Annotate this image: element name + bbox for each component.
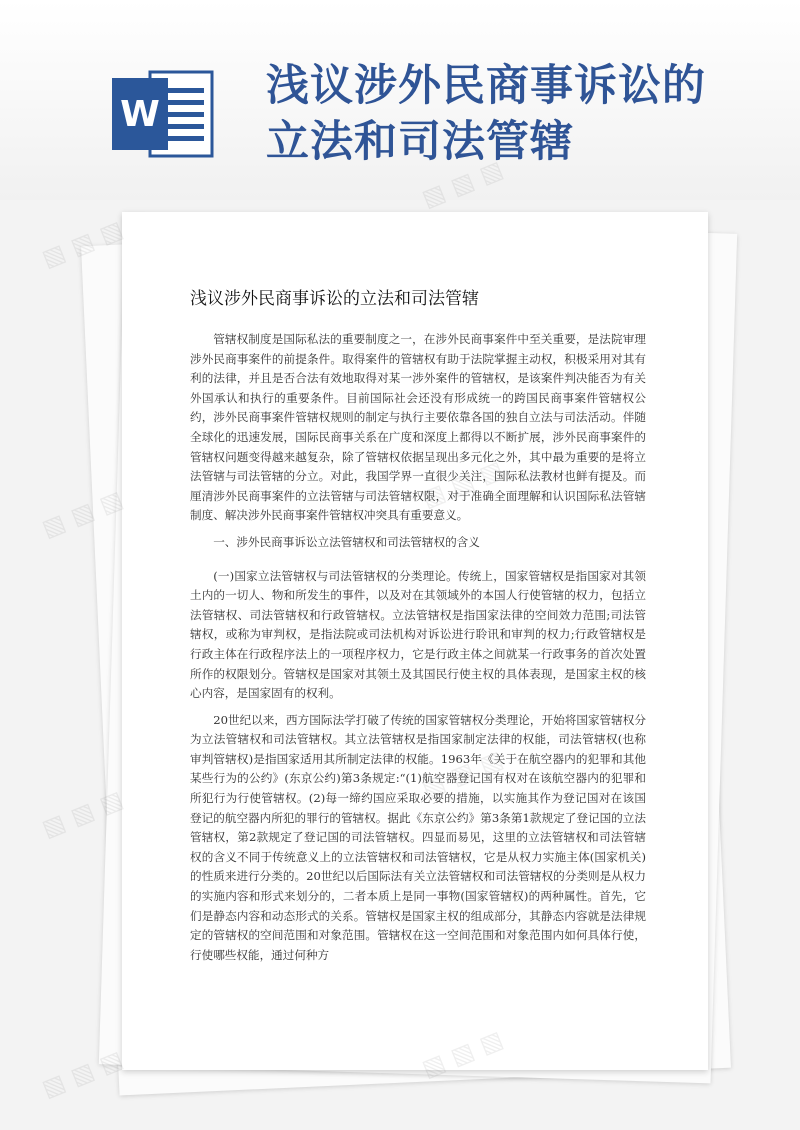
document-page	[122, 212, 708, 1070]
word-document-icon	[110, 68, 220, 160]
watermark-mark: ▧ ▧ ▧	[37, 485, 127, 543]
document-title: 浅议涉外民商事诉讼的立法和司法管辖	[190, 289, 479, 309]
watermark-mark: ▧ ▧ ▧	[37, 215, 127, 273]
banner-title-line2: 立法和司法管辖	[266, 117, 574, 167]
paragraph-classification: (一)国家立法管辖权与司法管辖权的分类理论。传统上，国家管辖权是指国家对其领土内的一切人、物和所发生的事件，以及对在其领域外的本国人行使管辖的权力，包括立法管辖权、司法管辖权和行政管辖权。立法管辖权是指国家法律的空间效力范围;司法管辖权，或称为审判权，是指法院或司法机构对诉讼进行聆讯和审判的权力;行政管辖权是行政主体在行政程序法上的一项程序权力，它是行政主体之间就某一行政事务的首次处置所作的权限划分。管辖权是国家对其领土及其国民行使主权的具体表现，是国家主权的核心内容，是国家固有的权利。	[190, 568, 646, 701]
paragraph-intro: 管辖权制度是国际私法的重要制度之一，在涉外民商事案件中至关重要，是法院审理涉外民商事案件的前提条件。取得案件的管辖权有助于法院掌握主动权，积极采用对其有利的法律，并且是否合法有效地取得对某一涉外案件的管辖权，是该案件判决能否为有关外国承认和执行的重要条件。目前国际社会还没有形成统一的跨国民商事案件管辖权公约，涉外民商事案件管辖权规则的制定与执行主要依靠各国的独自立法与司法活动。伴随全球化的迅速发展，国际民商事关系在广度和深度上都得以不断扩展，涉外民商事案件的管辖权问题变得越来越复杂，除了管辖权依据呈现出多元化之外，其中最为重要的是将立法管辖与司法管辖的分立。对此，我国学界一直很少关注，国际私法教材也鲜有提及。而厘清涉外民商事案件的立法管辖与司法管辖权限，对于准确全面理解和认识国际私法管辖制度、解决涉外民商事案件管辖权冲突具有重要意义。	[190, 332, 646, 523]
watermark-mark: ▧ ▧ ▧	[37, 785, 127, 843]
word-logo-letter: W	[120, 94, 160, 135]
section-heading: 一、涉外民商事诉讼立法管辖权和司法管辖权的含义	[213, 534, 480, 549]
banner-title	[266, 58, 766, 170]
banner-title-line1: 浅议涉外民商事诉讼的	[266, 61, 706, 111]
paragraph-twentieth-century: 20世纪以来，西方国际法学打破了传统的国家管辖权分类理论，开始将国家管辖权分为立法管辖权和司法管辖权。其立法管辖权是指国家制定法律的权能，司法管辖权(也称审判管辖权)是指国家适用其所制定法律的权能。1963年《关于在航空器内的犯罪和其他某些行为的公约》(东京公约)第3条规定:“(1)航空器登记国有权对在该航空器内的犯罪和所犯行为行使管辖权。(2)每一缔约国应采取必要的措施，以实施其作为登记国对在该国登记的航空器内所犯的罪行的管辖权。据此《东京公约》第3条第1款规定了登记国的立法管辖权，第2款规定了登记国的司法管辖权。四显而易见，这里的立法管辖权和司法管辖权的含义不同于传统意义上的立法管辖权和司法管辖权，它是从权力实施主体(国家机关)的性质来进行分类的。20世纪以后国际法有关立法管辖权和司法管辖权的分类则是从权力的实施内容和形式来划分的，二者本质上是同一事物(国家管辖权)的两种属性。首先，它们是静态内容和动态形式的关系。管辖权是国家主权的组成部分，其静态内容就是法律规定的管辖权的空间范围和对象范围。管辖权在这一空间范围和对象范围内如何具体行使，行使哪些权能，通过何种方	[190, 712, 646, 962]
document-body	[190, 330, 646, 972]
banner	[0, 0, 800, 200]
watermark-mark: ▧ ▧ ▧	[37, 1045, 127, 1103]
